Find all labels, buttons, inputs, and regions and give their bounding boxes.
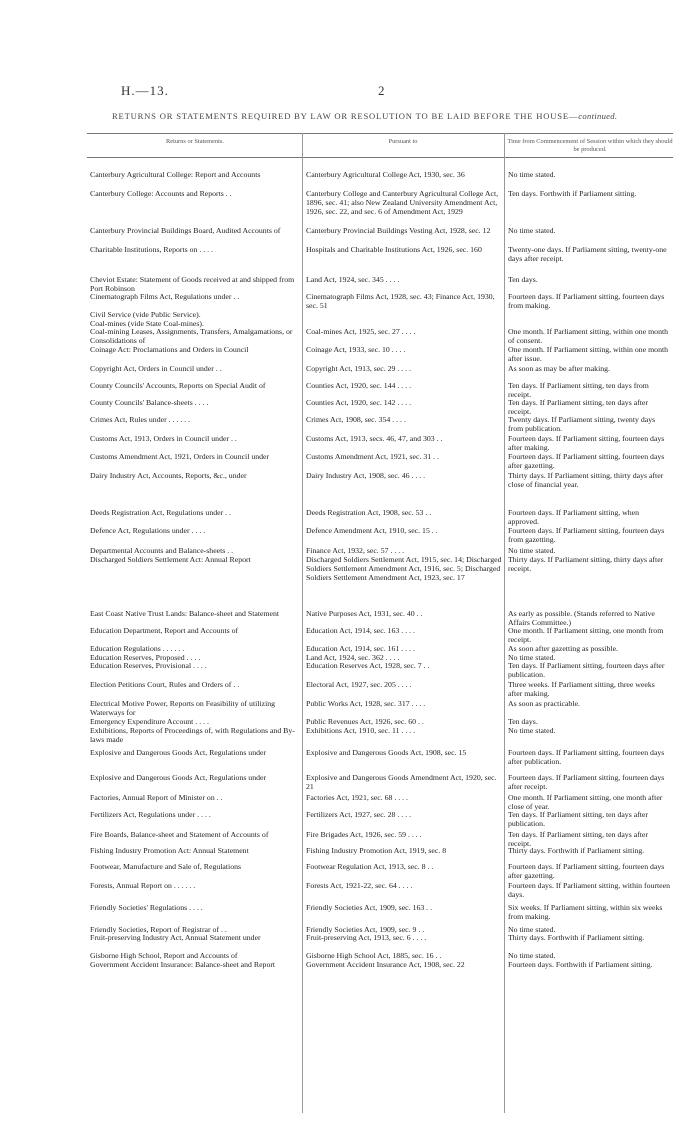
time-cell: Six weeks. If Parliament sitting, within six weeks from making.	[508, 903, 663, 921]
pursuant-cell: Dairy Industry Act, 1908, sec. 46 . . . .	[306, 471, 426, 480]
returns-cell: County Councils' Accounts, Reports on Special Audit of	[90, 381, 266, 390]
pursuant-cell: Coinage Act, 1933, sec. 10 . . . .	[306, 345, 406, 354]
pursuant-cell: Fertilizers Act, 1927, sec. 28 . . . .	[306, 810, 412, 819]
pursuant-cell: Customs Act, 1913, secs. 46, 47, and 303 . .	[306, 434, 443, 443]
time-cell: No time stated.	[508, 546, 556, 555]
returns-cell: Explosive and Dangerous Goods Act, Regulations under	[90, 773, 267, 782]
returns-cell: Charitable Institutions, Reports on . . . .	[90, 245, 214, 254]
title-continued: continued.	[578, 111, 618, 121]
time-cell: One month. If Parliament sitting, within one month after issue.	[508, 345, 669, 363]
time-cell: Ten days. If Parliament sitting, ten days from receipt.	[508, 381, 649, 399]
returns-cell: Education Reserves, Provisional . . . .	[90, 661, 207, 670]
pursuant-cell: Hospitals and Charitable Institutions Act, 1926, sec. 160	[306, 245, 482, 254]
returns-cell: Friendly Societies' Regulations . . . .	[90, 903, 203, 912]
page-reference: H.—13.	[121, 83, 169, 98]
returns-cell: Cinematograph Films Act, Regulations under . .	[90, 292, 240, 301]
pursuant-cell: Exhibitions Act, 1910, sec. 11 . . . .	[306, 726, 416, 735]
time-cell: Fourteen days. If Parliament sitting, within fourteen days.	[508, 881, 670, 899]
returns-cell: Departmental Accounts and Balance-sheets . .	[90, 546, 234, 555]
pursuant-cell: Deeds Registration Act, 1908, sec. 53 . .	[306, 508, 432, 517]
returns-cell: Civil Service (vide Public Service).	[90, 310, 201, 319]
time-cell: One month. If Parliament sitting, one month after close of year.	[508, 793, 663, 811]
returns-cell: Deeds Registration Act, Regulations under . .	[90, 508, 231, 517]
column-header-pursuant: Pursuant to	[388, 138, 418, 145]
time-cell: Fourteen days. If Parliament sitting, fourteen days from making.	[508, 292, 665, 310]
pursuant-cell: Friendly Societies Act, 1909, sec. 163 . .	[306, 903, 433, 912]
time-cell: Fourteen days. If Parliament sitting, fourteen days after making.	[508, 434, 665, 452]
returns-cell: Coal-mining Leases, Assignments, Transfers, Amalgamations, or Consolidations of	[90, 327, 293, 345]
returns-cell: Fruit-preserving Industry Act, Annual Statement under	[90, 933, 261, 942]
returns-cell: Electrical Motive Power, Reports on Feasibility of utilizing Waterways for	[90, 699, 276, 717]
pursuant-cell: Finance Act, 1932, sec. 57 . . . .	[306, 546, 405, 555]
pursuant-cell: Friendly Societies Act, 1909, sec. 9 . .	[306, 925, 425, 934]
time-cell: Thirty days. If Parliament sitting, thirty days after close of financial year.	[508, 471, 664, 489]
time-cell: Ten days. If Parliament sitting, ten days after publication.	[508, 810, 648, 828]
pursuant-cell: Gisborne High School Act, 1885, sec. 16 . .	[306, 951, 442, 960]
time-cell: No time stated.	[508, 653, 556, 662]
returns-cell: Education Department, Report and Accounts of	[90, 626, 239, 635]
page-number: 2	[378, 83, 386, 98]
returns-cell: Factories, Annual Report of Minister on . .	[90, 793, 223, 802]
returns-cell: Canterbury Provincial Buildings Board, Audited Accounts of	[90, 226, 281, 235]
pursuant-cell: Canterbury Provincial Buildings Vesting Act, 1928, sec. 12	[306, 226, 491, 235]
time-cell: As soon as practicable.	[508, 699, 580, 708]
returns-cell: Canterbury College: Accounts and Reports . .	[90, 189, 232, 198]
pursuant-cell: Cinematograph Films Act, 1928, sec. 43; Finance Act, 1930, sec. 51	[306, 292, 495, 310]
returns-cell: Customs Amendment Act, 1921, Orders in Council under	[90, 452, 270, 461]
pursuant-cell: Canterbury Agricultural College Act, 1930, sec. 36	[306, 170, 465, 179]
time-cell: Ten days.	[508, 717, 538, 726]
time-cell: Thirty days. Forthwith if Parliament sitting.	[508, 846, 645, 855]
time-cell: Thirty days. Forthwith if Parliament sitting.	[508, 933, 645, 942]
returns-cell: Defence Act, Regulations under . . . .	[90, 526, 206, 535]
time-cell: No time stated.	[508, 925, 556, 934]
returns-cell: Government Accident Insurance: Balance-sheet and Report	[90, 960, 276, 969]
time-cell: Twenty days. If Parliament sitting, twenty days from publication.	[508, 415, 656, 433]
returns-cell: Dairy Industry Act, Accounts, Reports, &c., under	[90, 471, 247, 480]
time-cell: Ten days. If Parliament sitting, ten days after receipt.	[508, 398, 648, 416]
time-cell: Twenty-one days. If Parliament sitting, twenty-one days after receipt.	[508, 245, 667, 263]
pursuant-cell: Land Act, 1924, sec. 345 . . . .	[306, 275, 400, 284]
returns-cell: Fire Boards, Balance-sheet and Statement of Accounts of	[90, 830, 269, 839]
pursuant-cell: Explosive and Dangerous Goods Act, 1908, sec. 15	[306, 748, 467, 757]
pursuant-cell: Fishing Industry Promotion Act, 1919, sec. 8	[306, 846, 447, 855]
time-cell: As early as possible. (Stands referred to Native Affairs Committee.)	[508, 609, 655, 627]
pursuant-cell: Government Accident Insurance Act, 1908, sec. 22	[306, 960, 465, 969]
time-cell: Fourteen days. If Parliament sitting, fourteen days from gazetting.	[508, 526, 665, 544]
time-cell: Fourteen days. If Parliament sitting, fourteen days after receipt.	[508, 773, 665, 791]
returns-cell: Gisborne High School, Report and Accounts of	[90, 951, 238, 960]
time-cell: Thirty days. If Parliament sitting, thirty days after receipt.	[508, 555, 664, 573]
time-cell: Fourteen days. If Parliament sitting, when approved.	[508, 508, 640, 526]
pursuant-cell: Factories Act, 1921, sec. 68 . . . .	[306, 793, 408, 802]
time-cell: As soon after gazetting as possible.	[508, 644, 618, 653]
returns-cell: Footwear, Manufacture and Sale of, Regulations	[90, 862, 242, 871]
pursuant-cell: Copyright Act, 1913, sec. 29 . . . .	[306, 364, 412, 373]
pursuant-cell: Counties Act, 1920, sec. 142 . . . .	[306, 398, 412, 407]
returns-cell: Coinage Act: Proclamations and Orders in Council	[90, 345, 249, 354]
returns-cell: Crimes Act, Rules under . . . . . .	[90, 415, 191, 424]
returns-cell: Fertilizers Act, Regulations under . . . .	[90, 810, 211, 819]
column-header-time: Time from Commencement of Session within which they should be produced.	[507, 138, 673, 153]
returns-cell: Friendly Societies, Report of Registrar of . .	[90, 925, 227, 934]
time-cell: No time stated.	[508, 170, 556, 179]
pursuant-cell: Defence Amendment Act, 1910, sec. 15 . .	[306, 526, 438, 535]
time-cell: As soon as may be after making.	[508, 364, 610, 373]
time-cell: Ten days. Forthwith if Parliament sitting.	[508, 189, 637, 198]
pursuant-cell: Education Act, 1914, sec. 163 . . . .	[306, 626, 415, 635]
time-cell: Ten days.	[508, 275, 538, 284]
returns-cell: Education Regulations . . . . . .	[90, 644, 185, 653]
pursuant-cell: Explosive and Dangerous Goods Amendment Act, 1920, sec. 21	[306, 773, 497, 791]
pursuant-cell: Fruit-preserving Act, 1913, sec. 6 . . . .	[306, 933, 427, 942]
pursuant-cell: Electoral Act, 1927, sec. 205 . . . .	[306, 680, 412, 689]
returns-cell: Explosive and Dangerous Goods Act, Regulations under	[90, 748, 267, 757]
returns-cell: Fishing Industry Promotion Act: Annual Statement	[90, 846, 249, 855]
pursuant-cell: Counties Act, 1920, sec. 144 . . . .	[306, 381, 412, 390]
time-cell: Three weeks. If Parliament sitting, three weeks after making.	[508, 680, 655, 698]
returns-cell: East Coast Native Trust Lands: Balance-sheet and Statement	[90, 609, 280, 618]
pursuant-cell: Public Works Act, 1928, sec. 317 . . . .	[306, 699, 426, 708]
pursuant-cell: Public Revenues Act, 1926, sec. 60 . .	[306, 717, 424, 726]
page-title	[112, 111, 672, 121]
pursuant-cell: Customs Amendment Act, 1921, sec. 31 . .	[306, 452, 439, 461]
time-cell: No time stated.	[508, 951, 556, 960]
time-cell: No time stated.	[508, 726, 556, 735]
returns-cell: Canterbury Agricultural College: Report and Accounts	[90, 170, 261, 179]
returns-cell: Coal-mines (vide State Coal-mines).	[90, 319, 204, 328]
time-cell: Fourteen days. Forthwith if Parliament sitting.	[508, 960, 653, 969]
pursuant-cell: Footwear Regulation Act, 1913, sec. 8 . .	[306, 862, 434, 871]
pursuant-cell: Discharged Soldiers Settlement Act, 1915, sec. 14; Discharged Soldiers Settlement Amendment Act, 1916, sec. 5; Discharged Soldiers Settlement Amendment Act, 1923, sec. 17	[306, 555, 502, 582]
returns-cell: Forests, Annual Report on . . . . . .	[90, 881, 196, 890]
returns-cell: Discharged Soldiers Settlement Act: Annual Report	[90, 555, 251, 564]
time-cell: One month. If Parliament sitting, within one month of consent.	[508, 327, 669, 345]
pursuant-cell: Coal-mines Act, 1925, sec. 27 . . . .	[306, 327, 416, 336]
returns-cell: Emergency Expenditure Account . . . .	[90, 717, 209, 726]
returns-cell: Copyright Act, Orders in Council under . .	[90, 364, 222, 373]
pursuant-cell: Education Reserves Act, 1928, sec. 7 . .	[306, 661, 430, 670]
column-header-returns: Returns or Statements.	[165, 138, 225, 145]
time-cell: No time stated.	[508, 226, 556, 235]
pursuant-cell: Education Act, 1914, sec. 161 . . . .	[306, 644, 415, 653]
returns-cell: Election Petitions Court, Rules and Orders of . .	[90, 680, 240, 689]
pursuant-cell: Native Purposes Act, 1931, sec. 40 . .	[306, 609, 423, 618]
pursuant-cell: Crimes Act, 1908, sec. 354 . . . .	[306, 415, 406, 424]
returns-table-body	[87, 163, 673, 1113]
returns-cell: Education Reserves, Proposed . . . .	[90, 653, 201, 662]
pursuant-cell: Canterbury College and Canterbury Agricultural College Act, 1896, sec. 41; also New Zealand University Amendment Act, 1926, sec. 22, and sec. 6 of Amendment Act, 1929	[306, 189, 499, 216]
pursuant-cell: Fire Brigades Act, 1926, sec. 59 . . . .	[306, 830, 422, 839]
pursuant-cell: Forests Act, 1921-22, sec. 64 . . . .	[306, 881, 413, 890]
returns-cell: County Councils' Balance-sheets . . . .	[90, 398, 209, 407]
time-cell: Fourteen days. If Parliament sitting, fourteen days after gazetting.	[508, 452, 665, 470]
time-cell: One month. If Parliament sitting, one month from receipt.	[508, 626, 664, 644]
table-top-rule	[87, 133, 673, 134]
table-header-rule	[87, 157, 673, 158]
returns-cell: Cheviot Estate: Statement of Goods received at and shipped from Port Robinson	[90, 275, 295, 293]
time-cell: Ten days. If Parliament sitting, fourteen days after publication.	[508, 661, 665, 679]
returns-cell: Exhibitions, Reports of Proceedings of, with Regulations and By-laws made	[90, 726, 295, 744]
time-cell: Fourteen days. If Parliament sitting, fourteen days after gazetting.	[508, 862, 665, 880]
time-cell: Fourteen days. If Parliament sitting, fourteen days after publication.	[508, 748, 665, 766]
title-text: RETURNS OR STATEMENTS REQUIRED BY LAW OR RESOLUTION TO BE LAID BEFORE THE HOUSE—	[112, 111, 579, 121]
time-cell: Ten days. If Parliament sitting, ten days after receipt.	[508, 830, 648, 848]
pursuant-cell: Land Act, 1924, sec. 362 . . . .	[306, 653, 400, 662]
returns-cell: Customs Act, 1913, Orders in Council under . .	[90, 434, 237, 443]
